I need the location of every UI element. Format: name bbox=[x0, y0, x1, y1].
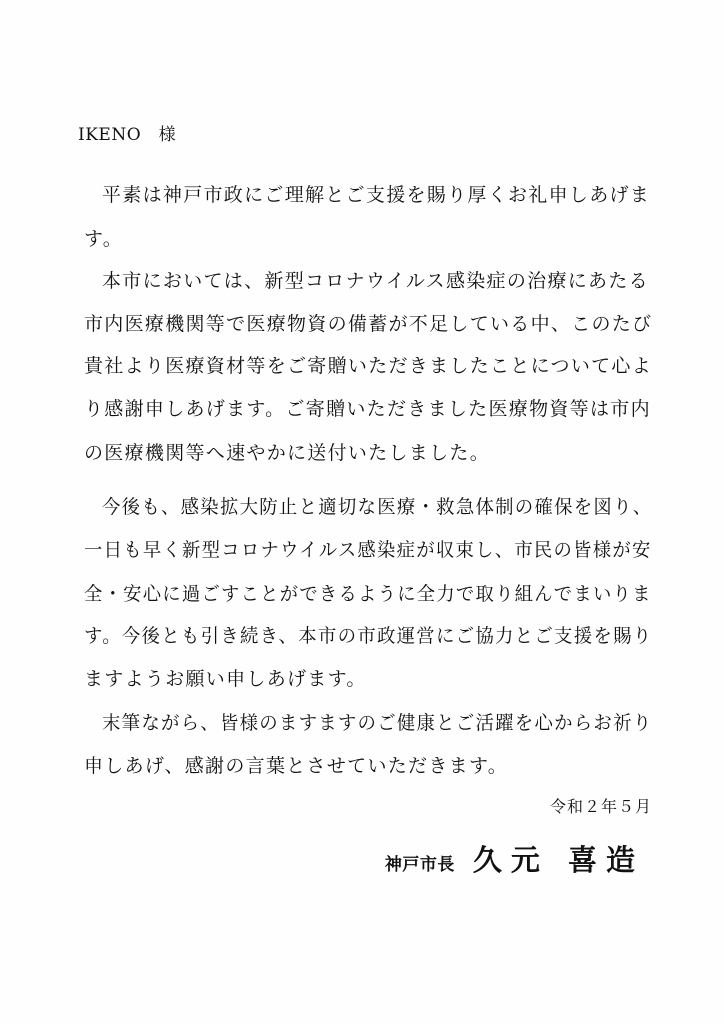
body-line: 平素は神戸市政にご理解とご支援を賜り厚くお礼申しあげま bbox=[102, 184, 651, 206]
body-line: す。 bbox=[84, 228, 124, 250]
addressee: IKENO 様 bbox=[78, 125, 177, 145]
body-line: 全・安心に過ごすことができるように全力で取り組んでまいりま bbox=[84, 583, 652, 605]
body-line: す。今後とも引き続き、本市の市政運営にご協力とご支援を賜り bbox=[84, 625, 653, 647]
signature-name: 久元 喜造 bbox=[472, 843, 644, 877]
body-line: り感謝申しあげます。ご寄贈いただきました医療物資等は市内 bbox=[84, 398, 651, 420]
body-line: 申しあげ、感謝の言葉とさせていただきます。 bbox=[84, 755, 509, 777]
body-line: 市内医療機関等で医療物資の備蓄が不足している中、このたび bbox=[84, 313, 653, 335]
body-line: 貴社より医療資材等をご寄贈いただきましたことについて心よ bbox=[84, 355, 653, 377]
body-line: 一日も早く新型コロナウイルス感染症が収束し、市民の皆様が安 bbox=[84, 539, 652, 561]
body-line: の医療機関等へ速やかに送付いたしました。 bbox=[84, 442, 491, 464]
body-line: 末筆ながら、皆様のますますのご健康とご活躍を心からお祈り bbox=[102, 712, 653, 734]
signature-block bbox=[385, 838, 644, 879]
body-line: 今後も、感染拡大防止と適切な医療・救急体制の確保を図り、 bbox=[102, 496, 653, 518]
body-line: 本市においては、新型コロナウイルス感染症の治療にあたる bbox=[102, 270, 649, 292]
body-line: ますようお願い申しあげます。 bbox=[84, 668, 367, 690]
signature-title: 神戸市長 bbox=[384, 855, 455, 875]
letter-date: 令和２年５月 bbox=[549, 797, 652, 816]
